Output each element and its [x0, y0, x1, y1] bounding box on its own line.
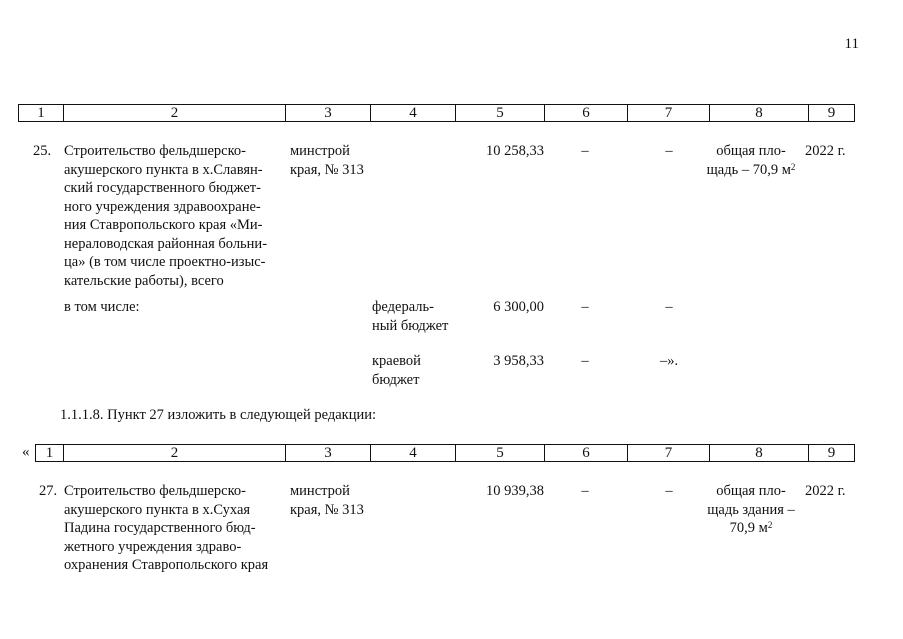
- column-header-7: 7: [628, 105, 710, 122]
- row-27-desc-line: жетного учреждения здраво-: [64, 538, 242, 555]
- row-25-amount: 10 258,33: [486, 143, 544, 159]
- federal-budget-source: [372, 298, 448, 335]
- column-header-4: 4: [371, 105, 456, 122]
- opening-quote: «: [22, 444, 30, 460]
- regional-col7: –».: [660, 353, 679, 369]
- row-25-desc-line: ца» (в том числе проектно-изыс-: [64, 254, 266, 270]
- column-header-table-1: [18, 104, 855, 122]
- column-header-8: 8: [710, 445, 809, 462]
- source-line: федераль-: [372, 299, 434, 315]
- row-25-capacity: [696, 142, 806, 179]
- row-27-desc-line: Падина государственного бюд-: [64, 520, 256, 536]
- row-25-number: 25.: [33, 143, 52, 159]
- row-27-desc-line: акушерского пункта в х.Сухая: [64, 501, 251, 518]
- including-label: в том числе:: [64, 299, 140, 315]
- column-header-7: 7: [628, 445, 710, 462]
- row-27-desc-line: охранения Ставропольского края: [64, 557, 269, 573]
- capacity-line: 70,9 м: [729, 520, 768, 536]
- row-27-col6: –: [581, 483, 589, 499]
- row-27-desc-line: Строительство фельдшерско-: [64, 483, 247, 499]
- regional-budget-source: [372, 352, 421, 389]
- column-header-table-2: [35, 444, 855, 462]
- row-25-executor: [290, 142, 364, 179]
- row-27-description: [64, 482, 280, 575]
- row-27-col7: –: [665, 483, 673, 499]
- capacity-line: щадь здания –: [707, 501, 795, 518]
- row-25-desc-line: нераловодская районная больни-: [64, 235, 268, 252]
- column-header-9: 9: [809, 445, 855, 462]
- column-header-5: 5: [456, 445, 545, 462]
- source-line: ный бюджет: [372, 317, 449, 334]
- row-27-capacity: [696, 482, 806, 538]
- row-25-col7: –: [665, 143, 673, 159]
- regional-col6: –: [581, 353, 589, 369]
- executor-line: минстрой: [290, 483, 350, 499]
- row-27-amount: 10 939,38: [486, 483, 544, 499]
- federal-col7: –: [665, 299, 673, 315]
- page-number: 11: [844, 36, 859, 52]
- row-25-desc-line: ния Ставропольского края «Ми-: [64, 217, 263, 233]
- capacity-line: общая пло-: [716, 143, 786, 159]
- row-25-desc-line: ного учреждения здравоохране-: [64, 198, 261, 215]
- column-header-6: 6: [545, 445, 628, 462]
- row-25-year: 2022 г.: [805, 143, 846, 159]
- federal-col6: –: [581, 299, 589, 315]
- column-header-4: 4: [371, 445, 456, 462]
- column-header-9: 9: [809, 105, 855, 122]
- source-line: бюджет: [372, 371, 420, 388]
- row-25-desc-line: ский государственного бюджет-: [64, 180, 261, 196]
- row-25-description: [64, 142, 280, 290]
- column-header-2: 2: [64, 445, 286, 462]
- column-header-6: 6: [545, 105, 628, 122]
- capacity-line: общая пло-: [716, 483, 786, 499]
- row-27-year: 2022 г.: [805, 483, 846, 499]
- column-header-1: 1: [19, 105, 64, 122]
- row-25-desc-line: Строительство фельдшерско-: [64, 143, 247, 159]
- source-line: краевой: [372, 353, 421, 369]
- superscript: 2: [767, 520, 773, 530]
- capacity-line: щадь – 70,9 м: [706, 161, 791, 178]
- column-header-1: 1: [36, 445, 64, 462]
- column-header-5: 5: [456, 105, 545, 122]
- federal-budget-amount: 6 300,00: [493, 299, 544, 315]
- amendment-instruction: 1.1.1.8. Пункт 27 изложить в следующей редакции:: [60, 407, 377, 423]
- column-header-2: 2: [64, 105, 286, 122]
- superscript: 2: [790, 161, 796, 172]
- row-25-desc-line: акушерского пункта в х.Славян-: [64, 161, 263, 178]
- row-25-desc-line: кательские работы), всего: [64, 272, 224, 289]
- executor-line: минстрой: [290, 143, 350, 159]
- executor-line: края, № 313: [290, 161, 364, 178]
- row-27-number: 27.: [39, 483, 58, 499]
- row-25-col6: –: [581, 143, 589, 159]
- regional-budget-amount: 3 958,33: [493, 353, 544, 369]
- column-header-3: 3: [286, 105, 371, 122]
- row-27-executor: [290, 482, 364, 519]
- column-header-8: 8: [710, 105, 809, 122]
- column-header-3: 3: [286, 445, 371, 462]
- executor-line: края, № 313: [290, 501, 364, 518]
